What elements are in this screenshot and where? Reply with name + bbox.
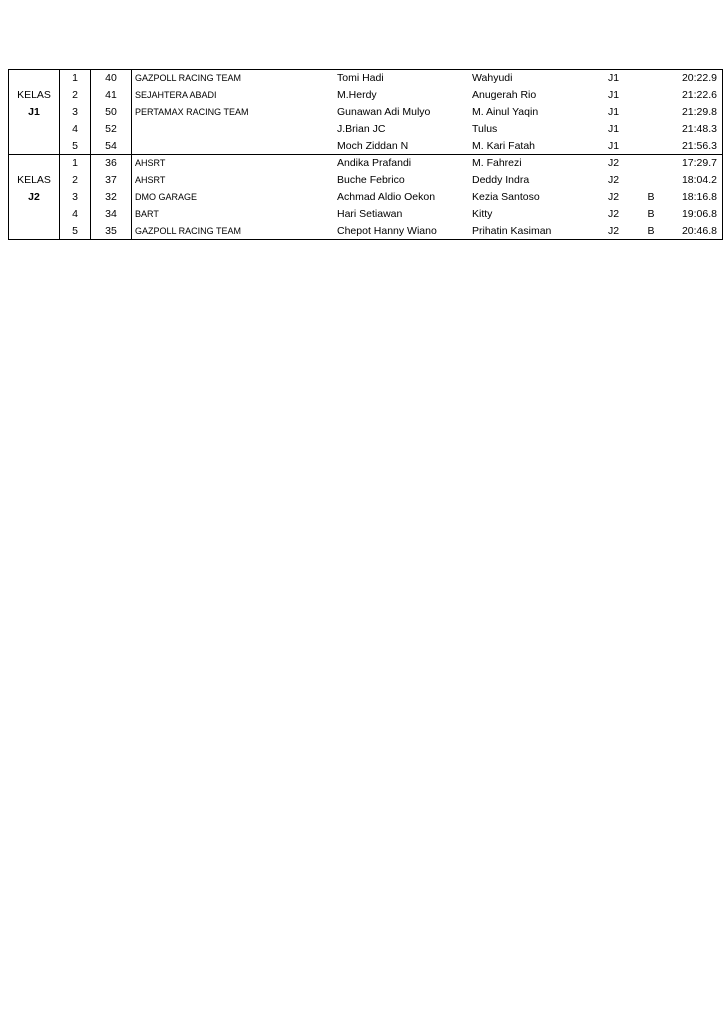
class-cell: J1: [608, 89, 620, 102]
team-cell: SEJAHTERA ABADI: [135, 90, 217, 101]
codriver-cell: Wahyudi: [471, 70, 604, 87]
flag-cell: [638, 154, 664, 171]
codriver-cell: M. Kari Fatah: [472, 139, 536, 152]
time-cell: 19:06.8: [681, 207, 717, 220]
flag-cell: [638, 104, 664, 121]
car-number-cell: 54: [91, 137, 132, 154]
table-row: [9, 154, 723, 171]
time-cell: 18:16.8: [681, 190, 717, 203]
team-cell: GAZPOLL RACING TEAM: [132, 70, 337, 87]
class-cell: J2: [608, 207, 620, 220]
driver-cell: Buche Febrico: [337, 174, 405, 187]
codriver-cell: Tulus: [472, 122, 498, 135]
flag-cell: B: [647, 207, 655, 220]
position-cell: 5: [60, 222, 91, 239]
codriver-cell: Anugerah Rio: [472, 89, 537, 102]
flag-cell: B: [647, 190, 655, 203]
position-cell: 5: [60, 137, 91, 154]
class-group-cell: [9, 70, 60, 87]
car-number-cell: 50: [91, 104, 132, 121]
flag-cell: [638, 70, 664, 87]
time-cell: 21:22.6: [681, 89, 717, 102]
driver-cell: Achmad Aldio Oekon: [337, 190, 436, 203]
time-cell: 20:46.8: [681, 224, 717, 237]
time-cell: 18:04.2: [681, 174, 717, 187]
driver-cell: Chepot Hanny Wiano: [337, 224, 437, 237]
time-cell: 17:29.7: [664, 154, 723, 171]
class-cell: J1: [608, 139, 620, 152]
driver-cell: M.Herdy: [337, 89, 377, 102]
class-group-cell: [9, 104, 60, 121]
team-cell: GAZPOLL RACING TEAM: [135, 225, 242, 236]
class-group-code: J1: [28, 105, 40, 118]
table-row: [9, 189, 723, 206]
car-number-cell: 40: [91, 70, 132, 87]
codriver-cell: M. Fahrezi: [471, 154, 604, 171]
driver-cell: J.Brian JC: [337, 122, 386, 135]
time-cell: 21:48.3: [681, 122, 717, 135]
class-group-cell: [9, 120, 60, 137]
team-cell: DMO GARAGE: [135, 191, 198, 202]
position-cell: 1: [60, 154, 91, 171]
driver-cell: Tomi Hadi: [336, 70, 471, 87]
class-cell: J2: [608, 190, 620, 203]
class-cell: J1: [604, 70, 638, 87]
codriver-cell: Prihatin Kasiman: [472, 224, 552, 237]
class-group-cell: [9, 137, 60, 154]
codriver-cell: Kezia Santoso: [472, 190, 540, 203]
class-group-cell: [9, 189, 60, 206]
table-row: [9, 222, 723, 239]
team-cell: [132, 120, 337, 137]
table-row: [9, 120, 723, 137]
table-row: [9, 104, 723, 121]
position-cell: 2: [60, 172, 91, 189]
table-row: [9, 172, 723, 189]
table-row: [9, 70, 723, 87]
position-cell: 3: [60, 104, 91, 121]
time-cell: 21:56.3: [681, 139, 717, 152]
car-number-cell: 52: [91, 120, 132, 137]
team-cell: [132, 137, 337, 154]
team-cell: BART: [135, 208, 159, 219]
car-number-cell: 41: [91, 87, 132, 104]
car-number-cell: 35: [91, 222, 132, 239]
results-body: [9, 70, 723, 240]
position-cell: 4: [60, 120, 91, 137]
results-table: [8, 69, 723, 240]
team-cell: PERTAMAX RACING TEAM: [135, 106, 249, 117]
class-cell: J1: [608, 105, 620, 118]
class-cell: J2: [608, 224, 620, 237]
position-cell: 1: [60, 70, 91, 87]
time-cell: 21:29.8: [681, 105, 717, 118]
class-cell: J1: [608, 122, 620, 135]
flag-cell: [638, 137, 664, 154]
team-cell: AHSRT: [135, 175, 166, 186]
car-number-cell: 36: [91, 154, 132, 171]
driver-cell: Andika Prafandi: [336, 154, 471, 171]
position-cell: 4: [60, 205, 91, 222]
team-cell: AHSRT: [132, 154, 337, 171]
car-number-cell: 34: [91, 205, 132, 222]
time-cell: 20:22.9: [664, 70, 723, 87]
codriver-cell: Kitty: [472, 207, 493, 220]
class-cell: J2: [604, 154, 638, 171]
class-group-cell: [9, 222, 60, 239]
codriver-cell: M. Ainul Yaqin: [472, 105, 539, 118]
position-cell: 3: [60, 189, 91, 206]
table-row: [9, 87, 723, 104]
class-group-code: J2: [28, 190, 40, 203]
flag-cell: [638, 87, 664, 104]
driver-cell: Moch Ziddan N: [337, 139, 409, 152]
flag-cell: B: [647, 224, 655, 237]
position-cell: 2: [60, 87, 91, 104]
flag-cell: [638, 172, 664, 189]
car-number-cell: 32: [91, 189, 132, 206]
flag-cell: [638, 120, 664, 137]
class-cell: J2: [608, 174, 620, 187]
table-row: [9, 205, 723, 222]
class-group-cell: [9, 205, 60, 222]
class-group-label: KELAS: [9, 87, 60, 104]
car-number-cell: 37: [91, 172, 132, 189]
class-group-cell: [9, 154, 60, 171]
table-row: [9, 137, 723, 154]
driver-cell: Gunawan Adi Mulyo: [337, 105, 431, 118]
driver-cell: Hari Setiawan: [337, 207, 403, 220]
codriver-cell: Deddy Indra: [472, 174, 530, 187]
class-group-label: KELAS: [9, 172, 60, 189]
